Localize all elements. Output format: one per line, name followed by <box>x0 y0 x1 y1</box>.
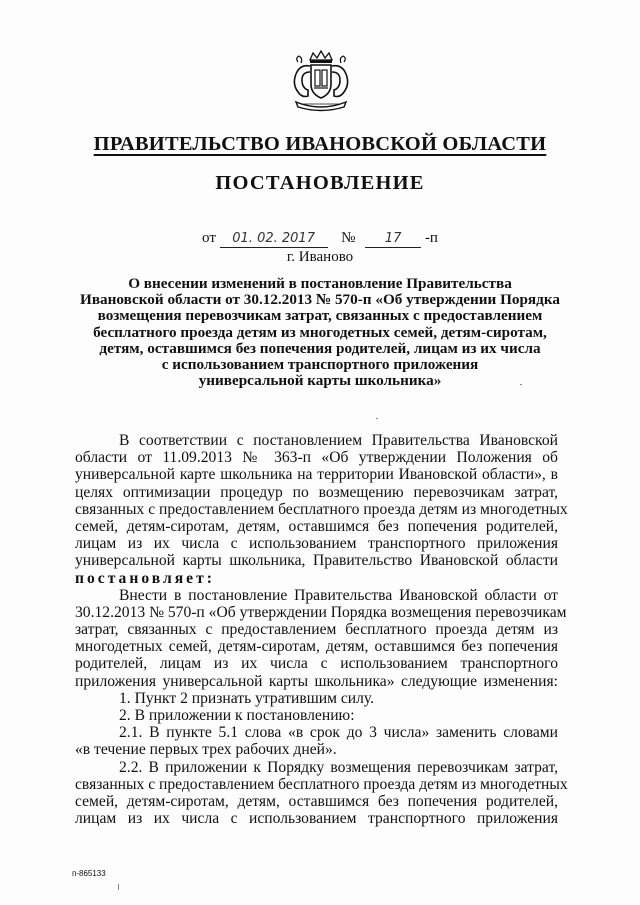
body-line: семей, детям-сиротам, детям, оставшимся без попечения родителей, <box>75 517 558 535</box>
city-line: г. Иваново <box>286 249 354 265</box>
handwritten-number: 17 <box>365 231 421 248</box>
body-line: многодетных семей, детям-сиротам, детям, оставшимся без попечения <box>75 638 558 656</box>
resolution-keyword: постановляет: <box>75 569 215 587</box>
document-subject <box>70 276 570 389</box>
subject-line: Ивановской области от 30.12.2013 № 570-п «Об утверждении Порядка <box>80 291 560 309</box>
body-line: семей, детям-сиротам, детям, оставшимся без попечения родителей, <box>75 792 558 810</box>
body-line: области от 11.09.2013 № 363-п «Об утверждении Положения об <box>75 449 558 467</box>
subject-line: универсальной карты школьника» <box>198 372 442 390</box>
body-line: 2. В приложении к постановлению: <box>119 707 355 724</box>
date-prefix: от <box>202 230 216 246</box>
number-prefix: № <box>341 230 356 246</box>
body-line: универсальной карты школьника, Правительство Ивановской области <box>75 552 558 570</box>
number-suffix: -п <box>424 230 438 246</box>
body-line: целях оптимизации процедур по возмещению перевозчикам затрат, <box>75 483 558 501</box>
scan-speck <box>118 884 119 890</box>
body-line: связанных с предоставлением бесплатного проезда детям из многодетных <box>75 775 568 793</box>
body-line: родителей, лицам из их числа с использованием транспортного <box>75 655 558 673</box>
body-line: Внести в постановление Правительства Ивановской области от <box>119 586 558 604</box>
document-body <box>75 432 568 828</box>
body-line: В соответствии с постановлением Правительства Ивановской <box>119 432 558 449</box>
body-line: приложения универсальной карты школьника» следующие изменения: <box>75 672 558 690</box>
body-line: «в течение первых трех рабочих дней». <box>75 741 337 759</box>
scan-speck <box>520 384 522 385</box>
body-line: затрат, связанных с предоставлением бесплатного проезда детям из <box>75 621 558 639</box>
body-line: лицам из их числа с использованием транспортного приложения <box>75 810 558 828</box>
subject-line: О внесении изменений в постановление Правительства <box>128 275 512 292</box>
body-line: 30.12.2013 № 570-п «Об утверждении Порядка возмещения перевозчикам <box>75 603 567 621</box>
subject-line: возмещения перевозчикам затрат, связанных с предоставлением <box>97 307 543 325</box>
subject-line: бесплатного проезда детям из многодетных семей, детям-сиротам, <box>93 323 547 341</box>
subject-line: детям, оставшимся без попечения родителей, лицам из их числа <box>99 339 541 357</box>
body-line: связанных с предоставлением бесплатного проезда детям из многодетных <box>75 500 568 518</box>
coat-of-arms-icon <box>286 50 356 112</box>
organization-title: ПРАВИТЕЛЬСТВО ИВАНОВСКОЙ ОБЛАСТИ <box>93 133 547 155</box>
body-line: 2.1. В пункте 5.1 слова «в срок до 3 числа» заменить словами <box>119 724 558 742</box>
body-line: лицам из их числа с использованием транспортного приложения <box>75 535 558 553</box>
subject-line: с использованием транспортного приложения <box>161 356 479 374</box>
document-type-title: ПОСТАНОВЛЕНИЕ <box>215 172 425 194</box>
body-line: 1. Пункт 2 признать утратившим силу. <box>119 689 375 707</box>
body-line: универсальной карте школьника на территории Ивановской области», в <box>75 466 558 484</box>
date-number-line <box>0 230 640 248</box>
scan-speck <box>376 418 378 419</box>
handwritten-date: 01. 02. 2017 <box>220 231 328 248</box>
footer-code: п-865133 <box>72 869 106 878</box>
body-line: 2.2. В приложении к Порядку возмещения перевозчикам затрат, <box>119 758 558 776</box>
